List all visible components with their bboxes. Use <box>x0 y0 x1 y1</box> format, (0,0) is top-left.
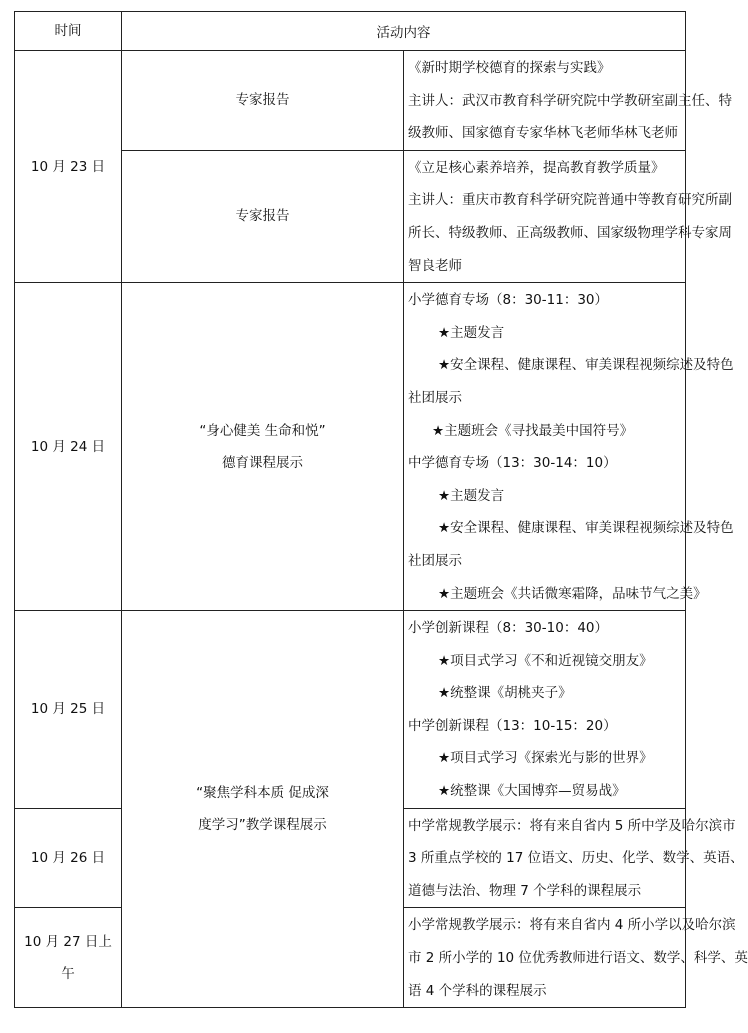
content-line: 市 2 所小学的 10 位优秀教师进行语文、数学、科学、英 <box>408 950 748 967</box>
content-line: ★项目式学习《探索光与影的世界》 <box>438 750 653 767</box>
table-row <box>15 283 686 611</box>
content-line: ★主题发言 <box>438 324 505 341</box>
table-row <box>15 611 686 809</box>
activity-content <box>404 908 748 1008</box>
content-line: 所长、特级教师、正高级教师、国家级物理学科专家周 <box>408 224 732 241</box>
content-line: ★统整课《胡桃夹子》 <box>438 685 572 702</box>
date-line: 10 月 27 日上 <box>24 933 112 950</box>
date-cell: 10 月 23 日 <box>15 51 122 283</box>
activity-content <box>404 283 734 611</box>
content-line: 中学德育专场（13：30-14：10） <box>408 455 617 472</box>
content-line: 小学常规教学展示：将有来自省内 4 所小学以及哈尔滨 <box>408 917 736 934</box>
activity-type-line: “身心健美 生命和悦” <box>199 422 326 439</box>
content-line: ★项目式学习《不和近视镜交朋友》 <box>438 652 653 669</box>
activity-type-line: “聚焦学科本质 促成深 <box>196 785 329 802</box>
content-line: 中学常规教学展示：将有来自省内 5 所中学及哈尔滨市 <box>408 817 736 834</box>
content-line: 小学创新课程（8：30-10：40） <box>408 620 608 637</box>
date-cell: 10 月 26 日 <box>15 808 122 908</box>
activity-content <box>404 150 732 282</box>
content-line: 社团展示 <box>408 389 462 406</box>
content-line: ★主题发言 <box>438 487 505 504</box>
header-row <box>15 12 686 51</box>
content-line: 主讲人：武汉市教育科学研究院中学教研室副主任、特 <box>408 92 732 109</box>
content-line: 级教师、国家德育专家华林飞老师华林飞老师 <box>408 125 678 142</box>
activity-content <box>404 808 744 908</box>
table-row <box>15 51 686 151</box>
activity-content <box>404 51 732 151</box>
activity-content <box>404 611 686 809</box>
date-line: 午 <box>61 965 75 982</box>
content-line: 主讲人：重庆市教育科学研究院普通中等教育研究所副 <box>408 192 732 209</box>
schedule-table <box>14 11 748 1008</box>
content-line: ★安全课程、健康课程、审美课程视频综述及特色 <box>438 357 734 374</box>
content-line: 社团展示 <box>408 552 462 569</box>
content-line: 《立足核心素养培养，提高教育教学质量》 <box>408 159 665 176</box>
content-line: ★安全课程、健康课程、审美课程视频综述及特色 <box>438 520 734 537</box>
content-line: 语 4 个学科的课程展示 <box>408 982 547 999</box>
date-cell <box>15 908 122 1008</box>
activity-type-line: 德育课程展示 <box>222 454 303 471</box>
activity-type <box>122 611 404 1008</box>
date-cell: 10 月 24 日 <box>15 283 122 611</box>
content-line: 3 所重点学校的 17 位语文、历史、化学、数学、英语、 <box>408 850 744 867</box>
content-line: ★主题班会《寻找最美中国符号》 <box>432 422 634 439</box>
activity-type <box>122 283 404 611</box>
activity-type-line: 度学习”教学课程展示 <box>198 817 327 834</box>
header-content: 活动内容 <box>122 12 686 51</box>
content-line: 智良老师 <box>408 257 462 274</box>
content-line: 《新时期学校德育的探索与实践》 <box>408 60 611 76</box>
header-time: 时间 <box>15 12 122 51</box>
activity-type: 专家报告 <box>122 150 404 282</box>
date-cell: 10 月 25 日 <box>15 611 122 809</box>
content-line: 道德与法治、物理 7 个学科的课程展示 <box>408 882 642 899</box>
activity-type: 专家报告 <box>122 51 404 151</box>
content-line: 中学创新课程（13：10-15：20） <box>408 717 617 734</box>
content-line: ★主题班会《共话微寒霜降，品味节气之美》 <box>438 585 707 602</box>
content-line: ★统整课《大国博弈—贸易战》 <box>438 783 626 800</box>
content-line: 小学德育专场（8：30-11：30） <box>408 292 608 309</box>
